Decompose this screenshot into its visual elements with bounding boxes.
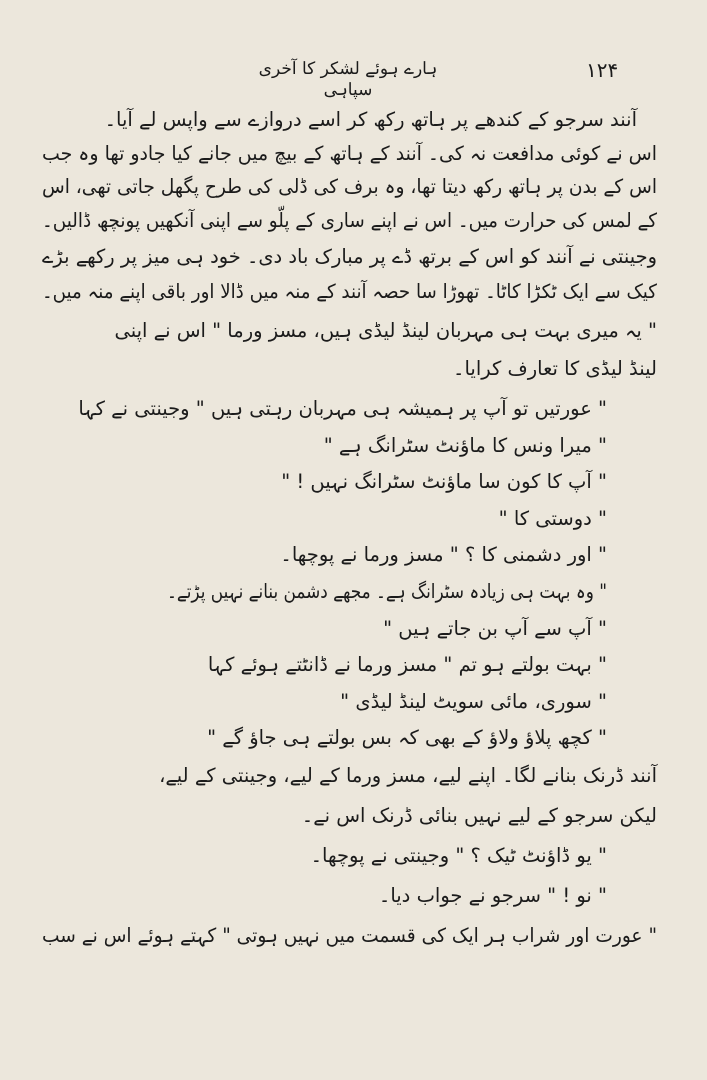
text-line: لیکن سرجو کے لیے نہیں بنائی ڈرنک اس نے۔ bbox=[301, 804, 657, 827]
text-line: " کچھ پلاؤ ولاؤ کے بھی کہ بس بولتے ہی جاؤ گے " bbox=[207, 726, 607, 749]
text-line: کیک سے ایک ٹکڑا کاٹا۔ تھوڑا سا حصہ آنند کے منہ میں ڈالا اور باقی اپنے منہ میں۔ bbox=[41, 280, 657, 303]
text-line: کے لمس کی حرارت میں۔ اس نے اپنے ساری کے پلّو سے اپنی آنکھیں پونچھ ڈالیں۔ bbox=[42, 209, 658, 232]
text-line: اس نے کوئی مدافعت نہ کی۔ آنند کے ہاتھ کے بیچ میں جانے کیا جادو تھا وہ جب bbox=[41, 142, 657, 165]
text-line: وجینتی نے آنند کو اس کے برتھ ڈے پر مبارک باد دی۔ خود ہی میز پر رکھے بڑے bbox=[42, 245, 657, 268]
text-line: " وہ بہت ہی زیادہ سٹرانگ ہے۔ مجھے دشمن بنانے نہیں پڑتے۔ bbox=[166, 580, 607, 603]
text-line: " میرا ونس کا ماؤنٹ سٹرانگ ہے " bbox=[323, 434, 607, 457]
text-line: آنند سرجو کے کندھے پر ہاتھ رکھ کر اسے دروازے سے واپس لے آیا۔ bbox=[104, 108, 637, 131]
text-line: " بہت بولتے ہو تم " مسز ورما نے ڈانٹتے ہوئے کہا bbox=[207, 653, 607, 676]
text-line: " یو ڈاؤنٹ ٹیک ؟ " وجینتی نے پوچھا۔ bbox=[310, 844, 607, 867]
running-title: ہارے ہوئے لشکر کا آخری سپاہی bbox=[258, 59, 438, 100]
text-line: اس کے بدن پر ہاتھ رکھ دیتا تھا، وہ برف کی ڈلی کی طرح پگھل جاتی تھی، اس bbox=[41, 175, 658, 198]
text-line: " سوری، مائی سویٹ لینڈ لیڈی " bbox=[340, 690, 607, 713]
page-number: ۱۲۴ bbox=[586, 58, 619, 82]
text-line: " عورت اور شراب ہر ایک کی قسمت میں نہیں ہوتی " کہتے ہوئے اس نے سب bbox=[41, 924, 658, 947]
text-line: " یہ میری بہت ہی مہربان لینڈ لیڈی ہیں، مسز ورما " اس نے اپنی bbox=[114, 319, 657, 342]
text-line: " دوستی کا " bbox=[498, 507, 607, 530]
text-line: " آپ سے آپ بن جاتے ہیں " bbox=[383, 617, 607, 640]
text-line: " آپ کا کون سا ماؤنٹ سٹرانگ نہیں ! " bbox=[281, 470, 607, 493]
text-line: لینڈ لیڈی کا تعارف کرایا۔ bbox=[453, 357, 657, 380]
text-line: " نو ! " سرجو نے جواب دیا۔ bbox=[378, 884, 607, 907]
text-line: " اور دشمنی کا ؟ " مسز ورما نے پوچھا۔ bbox=[280, 543, 607, 566]
text-line: " عورتیں تو آپ پر ہمیشہ ہی مہربان رہتی ہیں " وجینتی نے کہا bbox=[78, 397, 607, 420]
text-line: آنند ڈرنک بنانے لگا۔ اپنے لیے، مسز ورما کے لیے، وجینتی کے لیے، bbox=[159, 764, 657, 787]
